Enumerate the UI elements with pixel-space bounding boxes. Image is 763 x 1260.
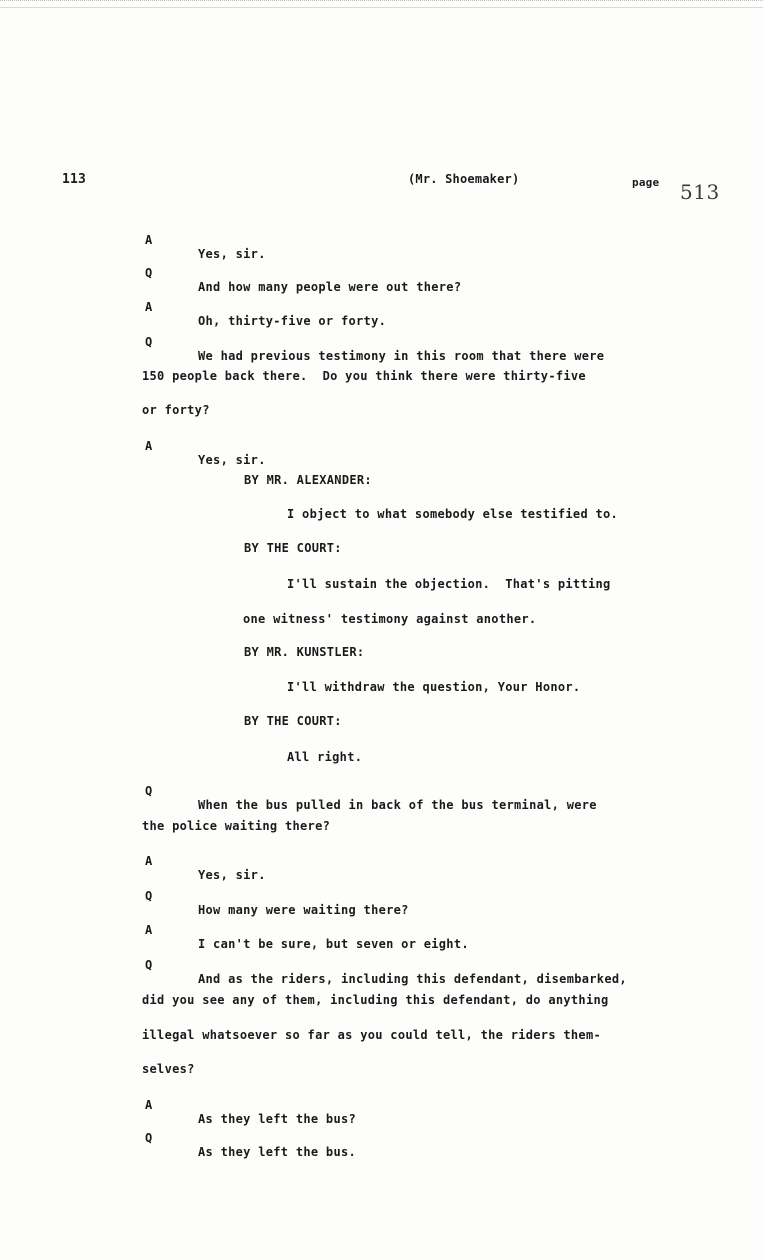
speaker-label: A	[145, 439, 153, 453]
line-text: I'll sustain the objection. That's pitting	[287, 577, 611, 591]
transcript-line	[0, 979, 763, 1007]
page-label: page	[632, 176, 660, 189]
speaker-label: A	[145, 233, 153, 247]
line-text: Yes, sir.	[198, 453, 266, 467]
line-text: BY MR. ALEXANDER:	[244, 473, 372, 487]
speaker-heading	[0, 527, 763, 555]
transcript-line	[0, 563, 763, 591]
transcript-line	[0, 493, 763, 521]
witness-header: (Mr. Shoemaker)	[408, 172, 520, 186]
transcript-line	[0, 389, 763, 417]
line-text: BY THE COURT:	[244, 714, 342, 728]
transcript-line	[0, 944, 763, 986]
line-text: or forty?	[142, 403, 210, 417]
line-text: illegal whatsoever so far as you could tell, the riders them-	[142, 1028, 602, 1042]
speaker-label: Q	[145, 889, 153, 903]
line-text: Oh, thirty-five or forty.	[198, 314, 387, 328]
speaker-label: A	[145, 1098, 153, 1112]
line-text: How many were waiting there?	[198, 903, 409, 917]
line-text: BY THE COURT:	[244, 541, 342, 555]
line-text: one witness' testimony against another.	[243, 612, 537, 626]
transcript-line	[0, 425, 763, 467]
line-text: I can't be sure, but seven or eight.	[198, 937, 469, 951]
transcript-line	[0, 805, 763, 833]
stamped-page-number: 513	[680, 180, 720, 204]
line-text: I object to what somebody else testified to.	[287, 507, 619, 521]
transcript-page-number: 113	[62, 172, 87, 187]
speaker-label: Q	[145, 784, 153, 798]
line-text: When the bus pulled in back of the bus terminal, were	[198, 798, 597, 812]
speaker-label: Q	[145, 266, 153, 280]
line-text: did you see any of them, including this defendant, do anything	[142, 993, 609, 1007]
transcript-line	[0, 598, 763, 626]
transcript-line	[0, 1084, 763, 1126]
transcript-line	[0, 770, 763, 812]
line-text: We had previous testimony in this room that there were	[198, 349, 605, 363]
line-text: 150 people back there. Do you think there were thirty-five	[142, 369, 586, 383]
line-text: As they left the bus?	[198, 1112, 357, 1126]
transcript-line	[0, 1048, 763, 1076]
line-text: I'll withdraw the question, Your Honor.	[287, 680, 581, 694]
transcript-line	[0, 286, 763, 328]
transcript-line	[0, 252, 763, 294]
speaker-label: A	[145, 923, 153, 937]
speaker-label: Q	[145, 335, 153, 349]
line-text: Yes, sir.	[198, 247, 266, 261]
line-text: As they left the bus.	[198, 1145, 357, 1159]
transcript-line	[0, 1117, 763, 1159]
transcript-line	[0, 1014, 763, 1042]
speaker-label: Q	[145, 958, 153, 972]
transcript-line	[0, 219, 763, 261]
line-text: selves?	[142, 1062, 195, 1076]
speaker-heading	[0, 459, 763, 487]
line-text: All right.	[287, 750, 363, 764]
line-text: Yes, sir.	[198, 868, 266, 882]
line-text: And how many people were out there?	[198, 280, 462, 294]
line-text: the police waiting there?	[142, 819, 331, 833]
transcript-line	[0, 909, 763, 951]
transcript-line	[0, 355, 763, 383]
transcript-line	[0, 666, 763, 694]
line-text: BY MR. KUNSTLER:	[244, 645, 365, 659]
line-text: And as the riders, including this defendant, disembarked,	[198, 972, 627, 986]
speaker-heading	[0, 700, 763, 728]
speaker-label: A	[145, 854, 153, 868]
transcript-line	[0, 875, 763, 917]
top-edge-rule	[0, 0, 763, 8]
speaker-label: A	[145, 300, 153, 314]
transcript-line	[0, 321, 763, 363]
speaker-heading	[0, 631, 763, 659]
transcript-line	[0, 736, 763, 764]
transcript-line	[0, 840, 763, 882]
speaker-label: Q	[145, 1131, 153, 1145]
